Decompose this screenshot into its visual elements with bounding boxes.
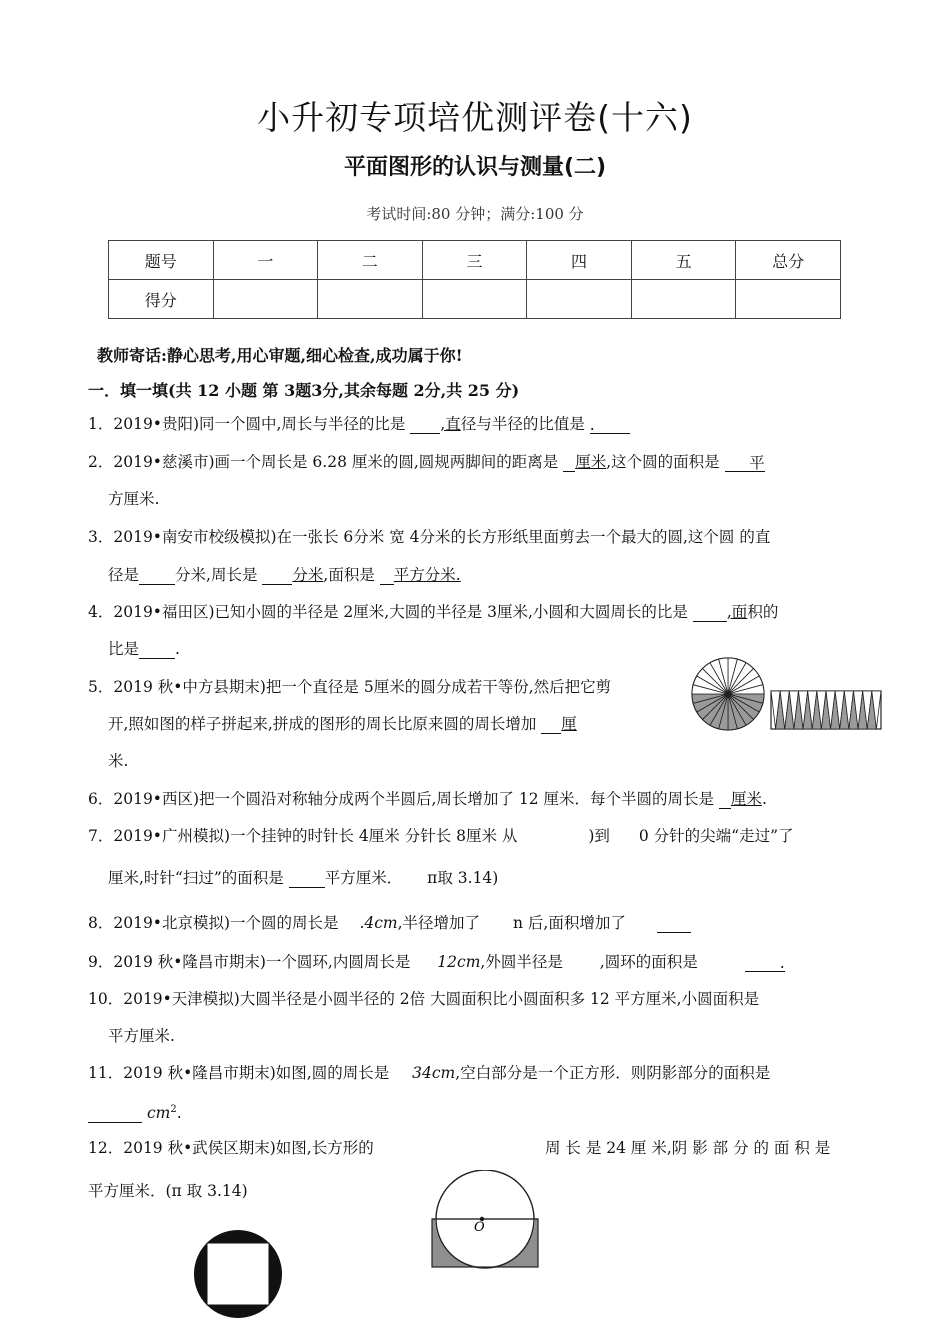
question-4-cont: 比是 .	[108, 640, 180, 658]
score-table-score-row	[109, 280, 841, 319]
answer-blank[interactable]	[262, 566, 292, 585]
answer-blank[interactable]	[139, 640, 175, 659]
rectangle-circle-figure	[430, 1170, 540, 1270]
exam-info: 考试时间:80 分钟；满分:100 分	[366, 205, 584, 223]
question-6: 6．2019•西区)把一个圆沿对称轴分成两个半圆后,周长增加了 12 厘米．每个半圆的周长是 厘米.	[88, 790, 767, 808]
question-1: 1．2019•贵阳)同一个圆中,周长与半径的比是 ,直径与半径的比值是 .	[88, 414, 630, 434]
sector-circle-figure	[690, 656, 766, 732]
question-10: 10．2019•天津模拟)大圆半径是小圆半径的 2倍 大圆面积比小圆面积多 12 平方厘米,小圆面积是	[88, 990, 760, 1008]
score-row-label: 得分	[109, 280, 214, 319]
shaded-corners	[432, 1219, 538, 1267]
score-header-cell: 四	[527, 241, 632, 280]
question-2: 2．2019•慈溪市)画一个周长是 6.28 厘米的圆,圆规两脚间的距离是 厘米,这个圆的面积是 平	[88, 453, 765, 472]
teacher-note: 教师寄话:静心思考,用心审题,细心检查,成功属于你!	[97, 346, 463, 365]
score-cell[interactable]	[318, 280, 423, 319]
page-title: 小升初专项培优测评卷(十六)	[257, 98, 693, 137]
center-label: O	[474, 1220, 485, 1235]
answer-blank[interactable]	[693, 603, 727, 622]
answer-blank[interactable]	[139, 566, 175, 585]
question-2-cont: 方厘米.	[108, 490, 160, 508]
question-3-cont: 径是 分米,周长是 分米,面积是 平方分米.	[108, 566, 461, 584]
page-subtitle: 平面图形的认识与测量(二)	[343, 155, 607, 180]
score-header-cell: 五	[631, 241, 736, 280]
score-header-cell: 三	[422, 241, 527, 280]
question-10-cont: 平方厘米.	[108, 1027, 175, 1045]
question-5-cont: 开,照如图的样子拼起来,拼成的图形的周长比原来圆的周长增加 厘	[108, 715, 577, 733]
answer-blank[interactable]: .	[590, 415, 630, 434]
question-11: 11．2019 秋•隆昌市期末)如图,圆的周长是 34cm,空白部分是一个正方形．则阴影部分的面积是	[88, 1064, 771, 1082]
question-7: 7．2019•广州模拟)一个挂钟的时针长 4厘米 分针长 8厘米 从 )到 0 分针的尖端“走过”了	[88, 827, 794, 845]
score-cell[interactable]	[422, 280, 527, 319]
circle-square-figure	[193, 1228, 283, 1320]
question-9: 9．2019 秋•隆昌市期末)一个圆环,内圆周长是 12cm,外圆半径是 ,圆环的面积是 .	[88, 953, 785, 972]
answer-blank[interactable]	[289, 869, 325, 888]
section-heading: 一．填一填(共 12 小题 第 3题3分,其余每题 2分,共 25 分)	[88, 381, 520, 400]
answer-blank[interactable]	[88, 1104, 142, 1123]
question-12-cont: 平方厘米．(π 取 3.14)	[88, 1182, 248, 1200]
question-12: 12．2019 秋•武侯区期末)如图,长方形的	[88, 1139, 374, 1157]
answer-blank[interactable]	[380, 566, 394, 585]
inner-square	[207, 1243, 269, 1305]
score-table-header-row	[109, 241, 841, 280]
score-cell[interactable]	[213, 280, 318, 319]
rearranged-strip-figure	[770, 690, 882, 730]
question-11-cont: $cm^2$.	[88, 1100, 182, 1123]
score-header-cell: 题号	[109, 241, 214, 280]
answer-blank[interactable]	[541, 715, 561, 734]
question-7-cont: 厘米,时针“扫过”的面积是 平方厘米． π取 3.14)	[108, 869, 499, 887]
question-5-cont-2: 米.	[108, 752, 129, 770]
answer-blank[interactable]	[719, 790, 731, 809]
question-5: 5．2019 秋•中方县期末)把一个直径是 5厘米的圆分成若干等份,然后把它剪	[88, 678, 612, 696]
answer-blank[interactable]: 平	[725, 453, 765, 472]
answer-blank[interactable]: .	[745, 953, 785, 972]
score-table	[108, 240, 841, 319]
score-cell[interactable]	[631, 280, 736, 319]
question-12-right: 周 长 是 24 厘 米,阴 影 部 分 的 面 积 是	[545, 1139, 831, 1157]
score-cell[interactable]	[527, 280, 632, 319]
answer-blank[interactable]	[563, 453, 575, 472]
question-8: 8．2019•北京模拟)一个圆的周长是 .4cm,半径增加了 n 后,面积增加了	[88, 913, 691, 933]
question-4: 4．2019•福田区)已知小圆的半径是 2厘米,大圆的半径是 3厘米,小圆和大圆周长的比是 ,面积的	[88, 603, 779, 621]
question-3: 3．2019•南安市校级模拟)在一张长 6分米 宽 4分米的长方形纸里面剪去一个最大的圆,这个圆 的直	[88, 528, 771, 546]
answer-blank[interactable]	[410, 415, 440, 434]
answer-blank[interactable]	[657, 914, 691, 933]
score-header-cell: 二	[318, 241, 423, 280]
score-cell[interactable]	[736, 280, 841, 319]
score-header-cell: 总分	[736, 241, 841, 280]
score-header-cell: 一	[213, 241, 318, 280]
